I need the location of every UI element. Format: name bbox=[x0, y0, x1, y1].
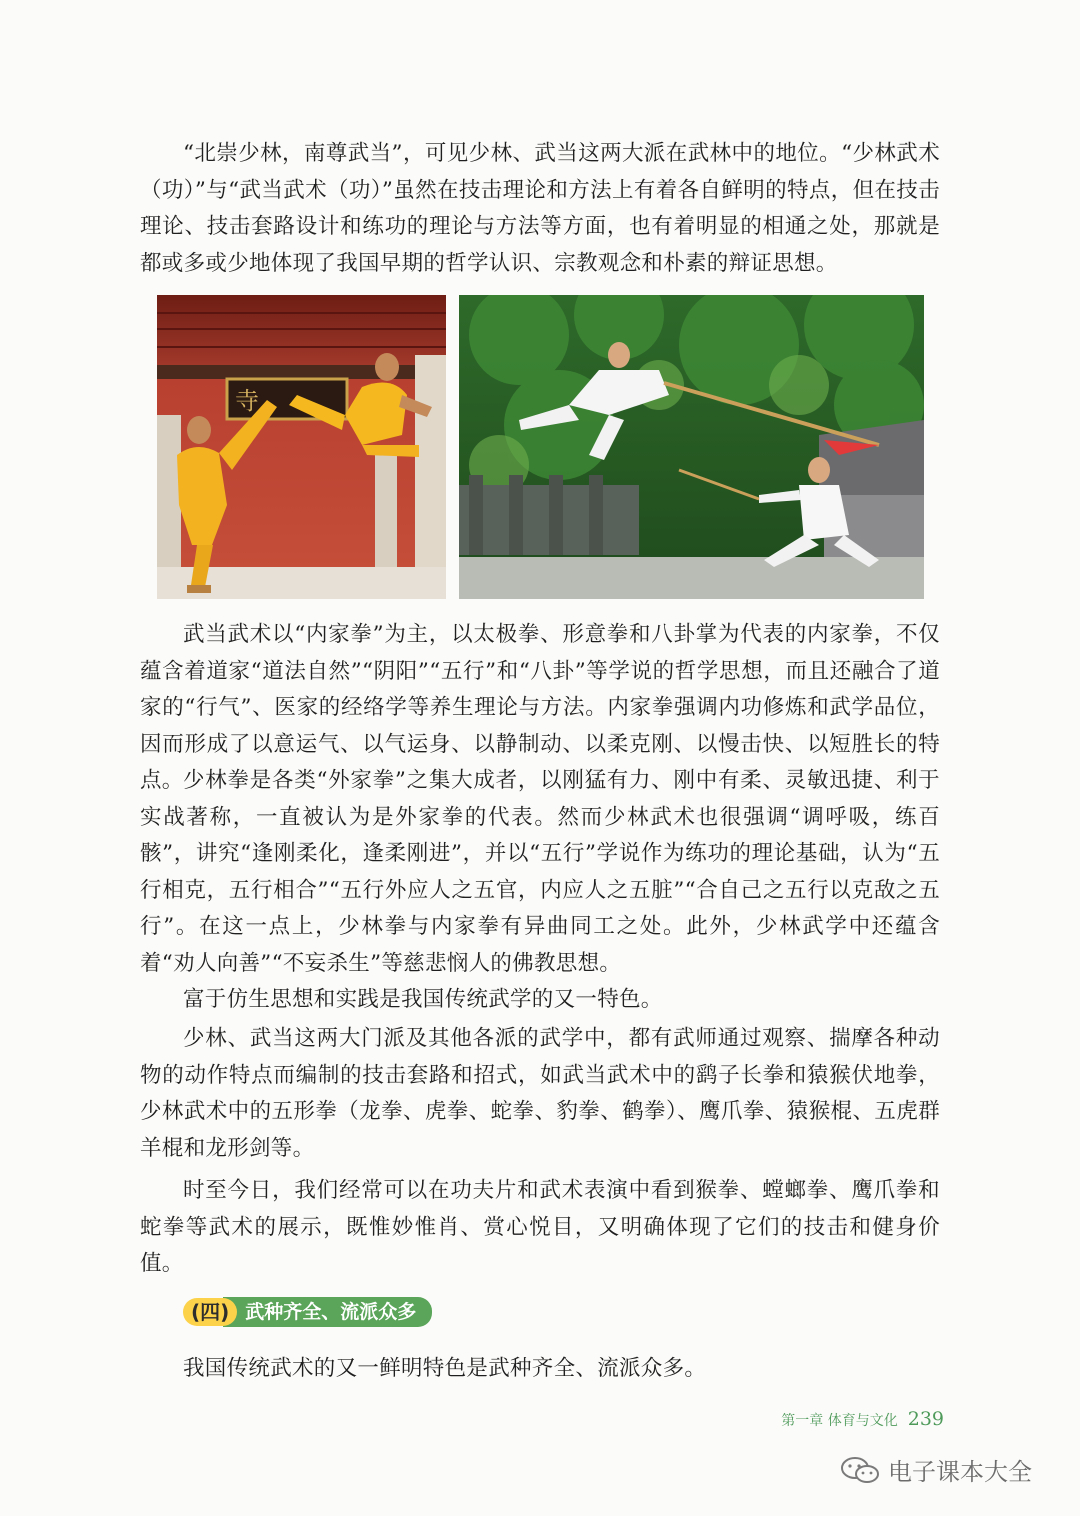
section-heading bbox=[183, 1297, 432, 1327]
section-number-badge: (四) bbox=[183, 1298, 237, 1326]
wudang-paragraph: 武当武术以“内家拳”为主，以太极拳、形意拳和八卦掌为代表的内家拳，不仅蕴含着道家“道法自然”“阴阳”“五行”和“八卦”等学说的哲学思想，而且还融合了道家的“行气”、医家的经络学等养生理论与方法。内家拳强调内功修炼和武学品位，因而形成了以意运气、以气运身、以静制动、以柔克刚、以慢击快、以短胜长的特点。 bbox=[140, 622, 940, 793]
page-footer bbox=[781, 1408, 944, 1430]
chapter-label: 第一章 体育与文化 bbox=[781, 1413, 898, 1429]
modern-display-paragraph: 时至今日，我们经常可以在功夫片和武术表演中看到猴拳、螳螂拳、鹰爪拳和蛇拳等武术的展示，既惟妙惟肖、赏心悦目，又明确体现了它们的技击和健身价值。 bbox=[140, 1178, 940, 1276]
watermark bbox=[840, 1452, 1032, 1487]
watermark-text: 电子课本大全 bbox=[888, 1458, 1032, 1486]
wudang-practitioners-photo bbox=[459, 295, 924, 599]
shaolin-paragraph: 少林拳是各类“外家拳”之集大成者，以刚猛有力、刚中有柔、灵敏迅捷、利于实战著称，一直被认为是外家拳的代表。然而少林武术也很强调“调呼吸，练百骸”，讲究“逢刚柔化，逢柔刚进”，并以“五行”学说作为练功的理论基础，认为“五行相克，五行相合”“五行外应人之五官，内应人之五脏”“合自己之五行以克敌之五行”。在这一点上，少林拳与内家拳有异曲同工之处。此外，少林武学中还蕴含着“劝人向善”“不妄杀生”等慈悲悯人的佛教思想。 bbox=[140, 768, 940, 976]
intro-paragraph: “北崇少林，南尊武当”，可见少林、武当这两大派在武林中的地位。“少林武术（功）”与“武当武术（功）”虽然在技击理论和方法上有着各自鲜明的特点，但在技击理论、技击套路设计和练功的理论与方法等方面，也有着明显的相通之处，那就是都或多或少地体现了我国早期的哲学认识、宗教观念和朴素的辩证思想。 bbox=[140, 141, 940, 276]
section-title: 武种齐全、流派众多 bbox=[223, 1297, 432, 1327]
section-intro-paragraph: 我国传统武术的又一鲜明特色是武种齐全、流派众多。 bbox=[183, 1356, 707, 1381]
page-number: 239 bbox=[907, 1408, 944, 1430]
shaolin-monks-photo bbox=[157, 295, 446, 599]
animal-styles-paragraph: 少林、武当这两大门派及其他各派的武学中，都有武师通过观察、揣摩各种动物的动作特点而编制的技击套路和招式，如武当武术中的鹞子长拳和猿猴伏地拳，少林武术中的五形拳（龙拳、虎拳、蛇拳、豹拳、鹤拳）、鹰爪拳、猿猴棍、五虎群羊棍和龙形剑等。 bbox=[140, 1026, 940, 1161]
bionic-feature-paragraph: 富于仿生思想和实践是我国传统武学的又一特色。 bbox=[183, 987, 663, 1012]
wechat-icon bbox=[840, 1455, 880, 1485]
plaque-text: 寺 bbox=[235, 387, 259, 415]
